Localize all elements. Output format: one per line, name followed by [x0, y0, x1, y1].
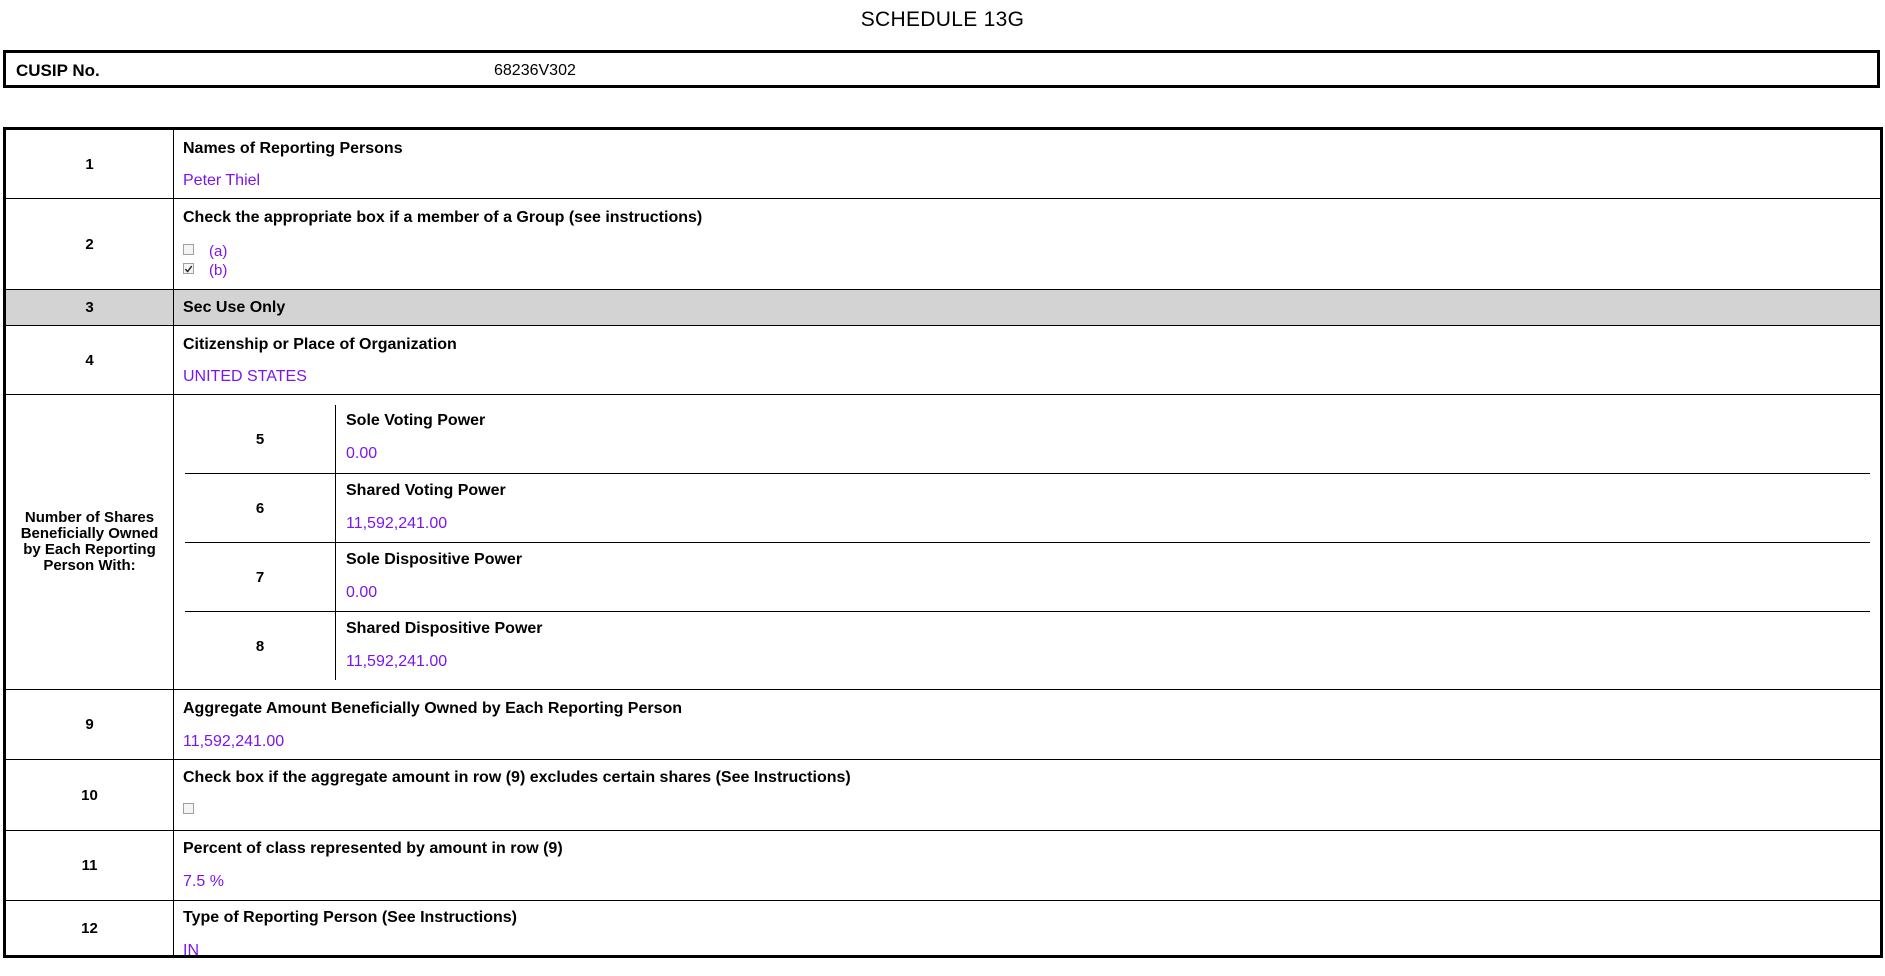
- aggregate-amount-value: 11,592,241.00: [183, 733, 285, 750]
- cover-page-table: [3, 127, 1883, 958]
- citizenship-value: UNITED STATES: [183, 368, 307, 385]
- row-number: 11: [6, 831, 174, 900]
- row-label: Names of Reporting Persons: [183, 140, 403, 157]
- reporting-person-type-value: IN: [183, 942, 199, 959]
- row-11: [6, 830, 1880, 900]
- row-number: 2: [6, 199, 174, 289]
- shared-dispositive-power-value: 11,592,241.00: [346, 653, 448, 670]
- row-number: 5: [185, 405, 336, 473]
- row-number: 6: [185, 474, 336, 542]
- row-number: 9: [6, 690, 174, 759]
- row-8: [185, 612, 1870, 680]
- row-label: Check box if the aggregate amount in row (9) excludes certain shares (See Instructions): [183, 769, 851, 786]
- row-10: [6, 759, 1880, 830]
- sole-dispositive-power-value: 0.00: [346, 584, 378, 601]
- page-title: SCHEDULE 13G: [860, 8, 1025, 31]
- row-5: [185, 405, 1870, 474]
- row-label: Sole Dispositive Power: [346, 551, 523, 568]
- percent-of-class-value: 7.5 %: [183, 873, 224, 890]
- row-label: Aggregate Amount Beneficially Owned by Each Reporting Person: [183, 700, 683, 717]
- row-label: Check the appropriate box if a member of a Group (see instructions): [183, 209, 703, 226]
- row-number: 1: [6, 130, 174, 198]
- group-checkbox-b[interactable]: [183, 263, 194, 274]
- row-label: Shared Voting Power: [346, 482, 506, 499]
- row-number: 7: [185, 543, 336, 611]
- row-number: 10: [6, 760, 174, 830]
- row-label: Shared Dispositive Power: [346, 620, 543, 637]
- row-label: Citizenship or Place of Organization: [183, 336, 457, 353]
- checkbox-label-b: (b): [209, 262, 228, 279]
- row-7: [185, 543, 1870, 612]
- checkmark-icon: [184, 264, 193, 274]
- cusip-box: [3, 50, 1880, 88]
- row-number: 3: [6, 290, 174, 325]
- row-number: 8: [185, 612, 336, 680]
- row-label: Type of Reporting Person (See Instructions): [183, 909, 517, 926]
- row-label: Sole Voting Power: [346, 412, 486, 429]
- row-4: [6, 325, 1880, 394]
- row-3: [6, 289, 1880, 325]
- cusip-value: 68236V302: [494, 62, 576, 79]
- sole-voting-power-value: 0.00: [346, 445, 378, 462]
- shares-label: Number of Shares Beneficially Owned by Each Reporting Person With:: [6, 395, 174, 689]
- row-number: 4: [6, 326, 174, 394]
- row-label: Percent of class represented by amount in row (9): [183, 840, 563, 857]
- row-label: Sec Use Only: [183, 299, 286, 316]
- shared-voting-power-value: 11,592,241.00: [346, 515, 448, 532]
- row-12: [6, 900, 1880, 959]
- row-2: [6, 198, 1880, 289]
- checkbox-label-a: (a): [209, 243, 228, 260]
- row-9: [6, 689, 1880, 759]
- row-6: [185, 474, 1870, 543]
- cusip-label: CUSIP No.: [16, 61, 100, 80]
- row-number: 12: [6, 901, 174, 955]
- reporting-person-name: Peter Thiel: [183, 172, 261, 189]
- shares-block: [6, 394, 1880, 689]
- group-checkbox-a[interactable]: [183, 244, 194, 255]
- row-1: [6, 130, 1880, 198]
- excludes-shares-checkbox[interactable]: [183, 803, 194, 814]
